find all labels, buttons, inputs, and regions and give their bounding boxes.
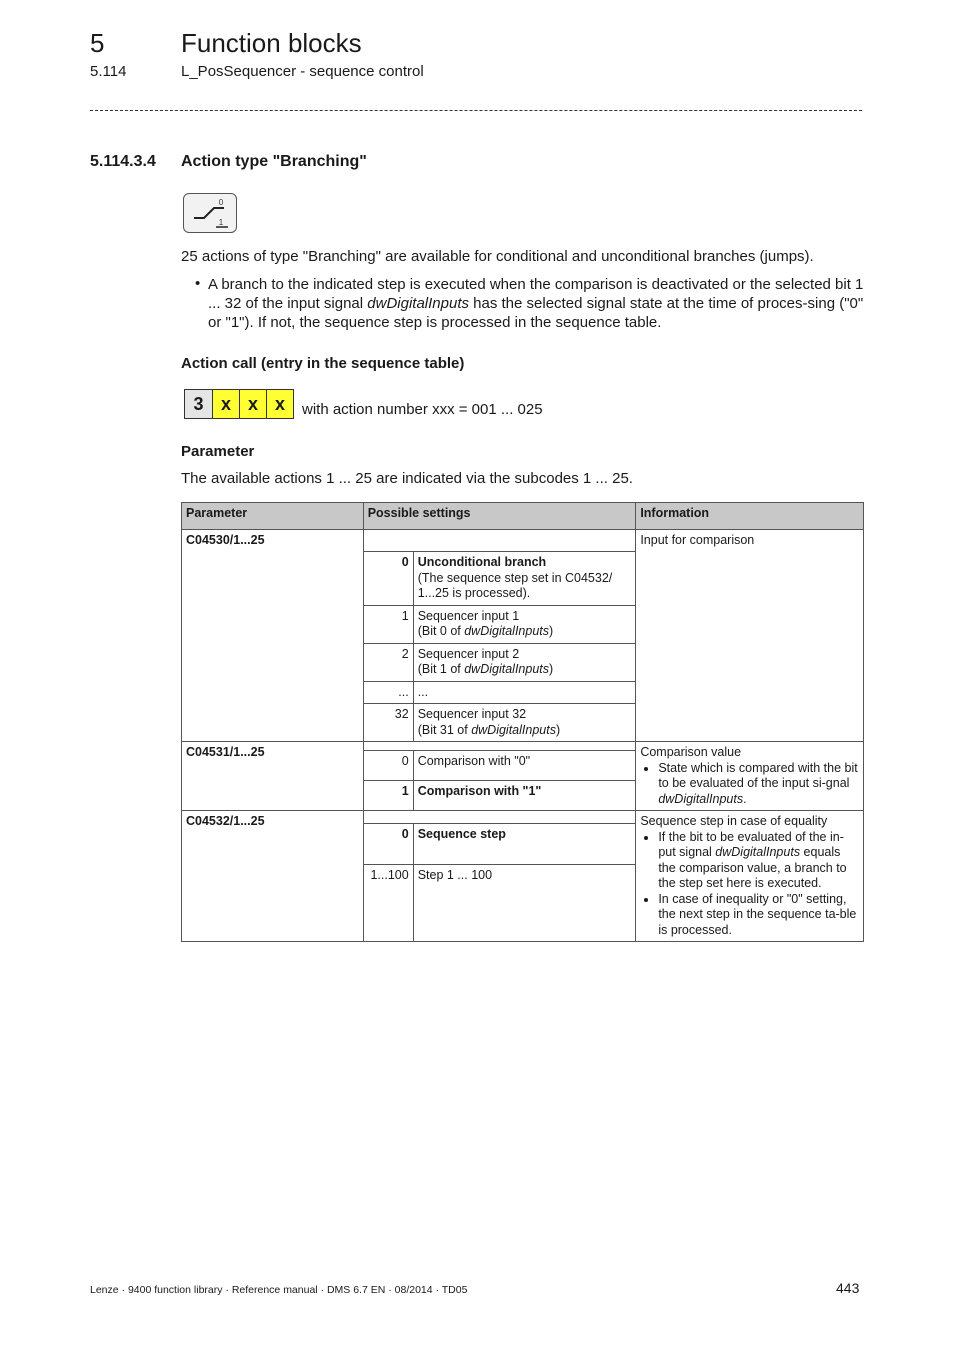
empty-cell (363, 530, 636, 552)
code-placeholder: x (266, 390, 293, 418)
setting-value: 0 (363, 823, 413, 864)
header-divider (90, 110, 862, 111)
setting-value: 2 (363, 643, 413, 681)
param-info: Input for comparison (636, 530, 864, 742)
info-bullet: • State which is compared with the bit to be evaluated of the input si-gnal dwDigitalInputs. (658, 761, 859, 808)
table-row (182, 530, 864, 552)
setting-label: Sequencer input 2 (Bit 1 of dwDigitalInputs) (413, 643, 636, 681)
setting-label: Comparison with "1" (413, 781, 636, 811)
setting-label: Sequencer input 32 (Bit 31 of dwDigitalInputs) (413, 704, 636, 742)
action-code-text: with action number xxx = 001 ... 025 (302, 401, 543, 418)
parameter-table (181, 502, 864, 942)
param-code: C04532/1...25 (182, 811, 364, 942)
branching-icon (183, 193, 237, 233)
setting-label: Sequencer input 1 (Bit 0 of dwDigitalInputs) (413, 605, 636, 643)
icon-label-top: 0 (218, 198, 224, 207)
setting-label: Step 1 ... 100 (413, 865, 636, 942)
action-call-heading: Action call (entry in the sequence table) (181, 355, 465, 372)
param-code: C04530/1...25 (182, 530, 364, 742)
code-placeholder: x (212, 390, 239, 418)
param-info: Sequence step in case of equality • If the bit to be evaluated of the in-put signal dwDigitalInputs equals the comparison value, a branch to the step set here is executed. • In case of inequality or "0" setting, the next step in the sequence ta-ble is processed. (636, 811, 864, 942)
setting-label: ... (413, 681, 636, 704)
setting-value: 1...100 (363, 865, 413, 942)
intro-paragraph: 25 actions of type "Branching" are available for conditional and unconditional branches (jumps). (181, 248, 814, 265)
section-title: L_PosSequencer - sequence control (181, 63, 424, 80)
bullet-text: A branch to the indicated step is executed when the comparison is deactivated or the selected bit 1 ... 32 of the input signal dwDigitalInputs has the selected signal state at the time of proces-sing ("0" or "1"). If not, the sequence step is processed in the sequence table. (208, 276, 864, 331)
setting-label: Comparison with "0" (413, 751, 636, 781)
empty-cell (363, 811, 636, 824)
section-number: 5.114 (90, 63, 127, 80)
heading-number: 5.114.3.4 (90, 153, 156, 170)
chapter-number: 5 (90, 28, 105, 58)
setting-value: 32 (363, 704, 413, 742)
action-code-box (184, 389, 294, 419)
setting-value: 1 (363, 781, 413, 811)
param-info: Comparison value • State which is compared with the bit to be evaluated of the input si-gnal dwDigitalInputs. (636, 742, 864, 811)
table-row (182, 742, 864, 751)
setting-label: Unconditional branch (The sequence step set in C04532/ 1...25 is processed). (413, 552, 636, 606)
setting-label: Sequence step (413, 823, 636, 864)
parameter-heading: Parameter (181, 443, 255, 460)
info-bullet: • If the bit to be evaluated of the in-put signal dwDigitalInputs equals the comparison value, a branch to the step set here is executed. (658, 830, 859, 892)
code-digit: 3 (185, 390, 212, 418)
header-parameter: Parameter (182, 503, 364, 530)
chapter-title: Function blocks (181, 28, 362, 58)
setting-value: 1 (363, 605, 413, 643)
footer-text: Lenze · 9400 function library · Reference manual · DMS 6.7 EN · 08/2014 · TD05 (90, 1284, 468, 1296)
table-row (182, 811, 864, 824)
empty-cell (363, 742, 636, 751)
param-code: C04531/1...25 (182, 742, 364, 811)
setting-value: 0 (363, 552, 413, 606)
bullet-marker: • (195, 275, 201, 292)
code-placeholder: x (239, 390, 266, 418)
info-bullet: • In case of inequality or "0" setting, the next step in the sequence ta-ble is processed. (658, 892, 859, 939)
header-settings: Possible settings (363, 503, 636, 530)
table-header-row (182, 503, 864, 530)
parameter-text: The available actions 1 ... 25 are indicated via the subcodes 1 ... 25. (181, 470, 633, 487)
setting-value: 0 (363, 751, 413, 781)
icon-label-bottom: 1 (218, 218, 224, 227)
header-information: Information (636, 503, 864, 530)
page-number: 443 (836, 1280, 860, 1296)
heading-title: Action type "Branching" (181, 153, 367, 170)
setting-value: ... (363, 681, 413, 704)
